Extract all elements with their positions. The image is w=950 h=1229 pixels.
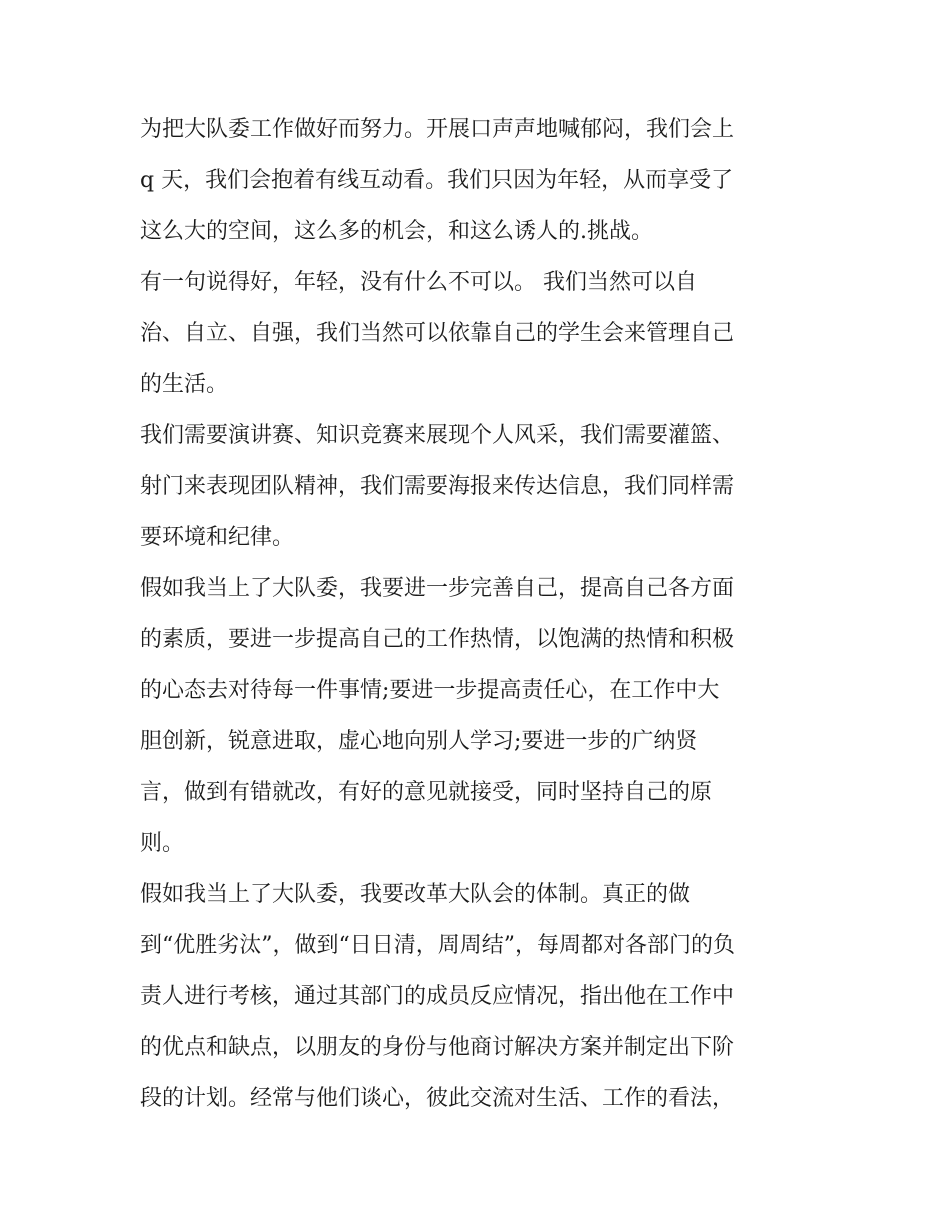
text-line: 这么大的空间，这么多的机会，和这么诱人的.挑战。 bbox=[140, 219, 653, 244]
text-line: 的生活。 bbox=[140, 372, 229, 397]
text-line: q 天，我们会抱着有线互动看。我们只因为年轻，从而享受了 bbox=[140, 168, 734, 193]
text-line: 有一句说得好，年轻，没有什么不可以。 我们当然可以自 bbox=[140, 270, 697, 295]
text-line: 为把大队委工作做好而努力。开展口声声地喊郁闷，我们会上 bbox=[140, 117, 735, 142]
document-body bbox=[140, 104, 820, 1124]
text-line: 言，做到有错就改，有好的意见就接受，同时坚持自己的原 bbox=[140, 780, 713, 805]
text-line: 要环境和纪律。 bbox=[140, 525, 295, 550]
text-line: 假如我当上了大队委，我要进一步完善自己，提高自己各方面 bbox=[140, 576, 735, 601]
text-line: 责人进行考核，通过其部门的成员反应情况，指出他在工作中 bbox=[140, 984, 735, 1009]
text-line: 的优点和缺点，以朋友的身份与他商讨解决方案并制定出下阶 bbox=[140, 1035, 735, 1060]
text-line: 则。 bbox=[140, 831, 185, 856]
text-line: 到“优胜劣汰”，做到“日日清，周周结”，每周都对各部门的负 bbox=[140, 933, 735, 958]
text-line: 射门来表现团队精神，我们需要海报来传达信息，我们同样需 bbox=[140, 474, 735, 499]
text-line: 假如我当上了大队委，我要改革大队会的体制。真正的做 bbox=[140, 882, 691, 907]
text-line: 我们需要演讲赛、知识竞赛来展现个人风采，我们需要灌篮、 bbox=[140, 423, 735, 448]
text-line: 胆创新，锐意进取，虚心地向别人学习;要进一步的广纳贤 bbox=[140, 729, 698, 754]
text-line: 治、自立、自强，我们当然可以依靠自己的学生会来管理自己 bbox=[140, 321, 735, 346]
text-line: 段的计划。经常与他们谈心，彼此交流对生活、工作的看法， bbox=[140, 1086, 735, 1111]
text-line: 的素质，要进一步提高自己的工作热情，以饱满的热情和积极 bbox=[140, 627, 735, 652]
text-line: 的心态去对待每一件事情;要进一步提高责任心，在工作中大 bbox=[140, 678, 720, 703]
